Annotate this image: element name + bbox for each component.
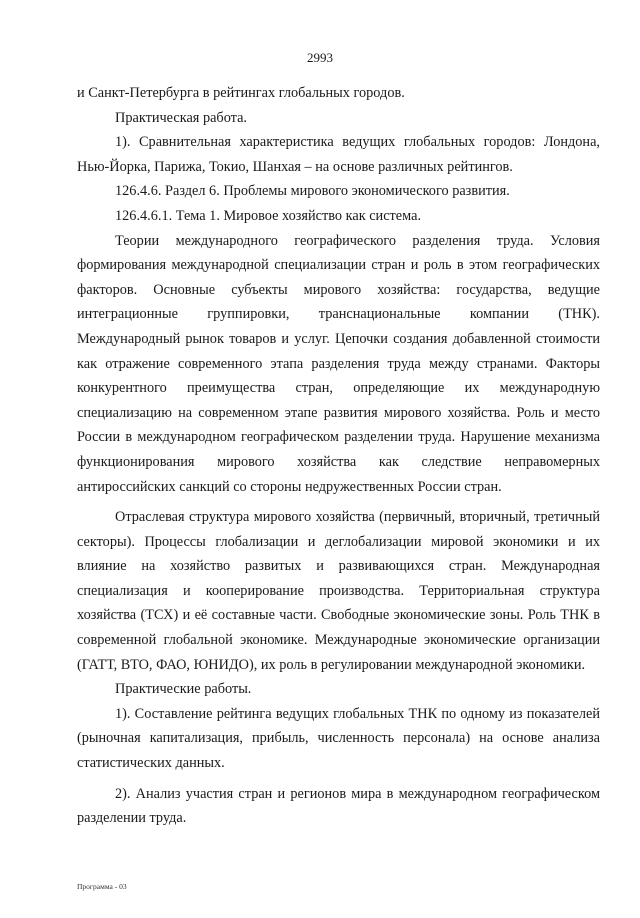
practical-works-heading: Практические работы. xyxy=(115,681,252,698)
page-number: 2993 xyxy=(307,50,333,65)
body-paragraph: Теории международного географического разделения труда. Условия формирования международной специализации стран и роль в этом географических факторов. Основные субъекты мирового хозяйства: государства, ведущие интеграционные группировки, транснациональные компании (ТНК). Международный рынок товаров и услуг. Цепочки создания добавленной стоимости как отражение современного этапа разделения труда между странами. Факторы конкурентного преимущества стран, определяющие их международную специализацию на современном этапе развития мирового хозяйства. Роль и место России в международном географическом разделении труда. Нарушение механизма функционирования мирового хозяйства как следствие неправомерных антироссийских санкций со стороны недружественных России стран. xyxy=(77,232,600,495)
practical-work-heading: Практическая работа. xyxy=(115,109,248,126)
page-footer: Программа - 03 xyxy=(77,882,127,891)
practical-work-item: 1). Составление рейтинга ведущих глобальных ТНК по одному из показателей (рыночная капитализация, прибыль, численность персонала) на основе анализа статистических данных. xyxy=(77,705,600,772)
paragraph-continuation: и Санкт-Петербурга в рейтингах глобальных городов. xyxy=(77,85,405,101)
practical-work-item: 2). Анализ участия стран и регионов мира в международном географическом разделении труда. xyxy=(77,785,600,827)
practical-work-item: 1). Сравнительная характеристика ведущих глобальных городов: Лондона, Нью-Йорка, Парижа, Токио, Шанхая – на основе различных рейтингов. xyxy=(77,134,600,175)
section-heading: 126.4.6. Раздел 6. Проблемы мирового экономического развития. xyxy=(115,183,510,200)
topic-heading: 126.4.6.1. Тема 1. Мировое хозяйство как система. xyxy=(115,207,422,224)
body-paragraph: Отраслевая структура мирового хозяйства (первичный, вторичный, третичный секторы). Процессы глобализации и деглобализации мировой экономики и их влияние на хозяйство развитых и развивающихся стран. Международная специализация и кооперирование производства. Территориальная структура хозяйства (ТСХ) и её составные части. Свободные экономические зоны. Роль ТНК в современной глобальной экономике. Международные экономические организации (ГАТТ, ВТО, ФАО, ЮНИДО), их роль в регулировании международной экономики. xyxy=(77,509,600,673)
document-body xyxy=(77,81,600,831)
